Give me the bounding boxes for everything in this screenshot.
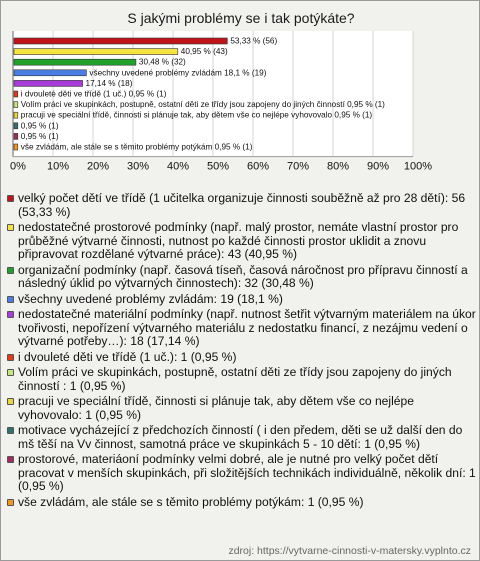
x-tick-label: 70%: [286, 160, 310, 173]
legend-item: [6, 496, 476, 510]
bar-label: 40,95 % (43): [180, 47, 228, 57]
legend-swatch: [7, 427, 14, 434]
legend-label: prostorové, materiáoní podmínky velmi dobré, ale je nutné pro velký počet dětí pracovat v menších skupinkách, při složitějších technikách individuálně, několik dní: 1 (0,95 %): [18, 452, 476, 493]
legend-label: všechny uvedené problémy zvládám: 19 (18,1 %): [18, 291, 283, 306]
x-tick-label: 50%: [206, 160, 230, 173]
bar-label: 17,14 % (18): [85, 78, 133, 88]
bar-label: Volím práci ve skupinkách, postupně, ostatní děti ze třídy jsou zapojeny do jiných činností 0,95 % (1): [20, 100, 385, 110]
bar-label: všechny uvedené problémy zvládám 18,1 % (19): [89, 68, 267, 78]
chart-legend: [6, 192, 476, 511]
bar: [14, 123, 18, 129]
bar: [14, 38, 227, 44]
bar-label: 30,48 % (32): [138, 57, 186, 67]
chart-title: S jakými problémy se i tak potýkáte?: [127, 10, 355, 26]
bar: [14, 112, 18, 118]
bar-label: i dvouleté děti ve třídě (1 uč.) 0,95 % (1): [20, 89, 167, 99]
legend-swatch: [7, 267, 14, 274]
bar: [14, 133, 18, 139]
legend-item: [6, 221, 476, 262]
bar: [14, 91, 18, 97]
bar-label: 0,95 % (1): [20, 131, 59, 141]
x-tick-label: 100%: [403, 160, 433, 173]
legend-item: [6, 264, 476, 291]
legend-label: i dvouleté děti ve třídě (1 uč.): 1 (0,95 %): [18, 349, 237, 364]
legend-label: vše zvládám, ale stále se s těmito problémy potýkám: 1 (0,95 %): [18, 494, 364, 509]
x-tick-label: 90%: [366, 160, 390, 173]
bar: [14, 49, 178, 55]
legend-swatch: [7, 354, 14, 361]
legend-label: pracuji ve speciální třídě, činnosti si plánuje tak, aby dětem vše co nejlépe vyhovovalo: 1 (0,95 %): [18, 394, 414, 422]
legend-swatch: [7, 398, 14, 405]
legend-swatch: [7, 296, 14, 303]
x-tick-label: 40%: [166, 160, 190, 173]
legend-item: [6, 308, 476, 349]
bar-label: 53,33 % (56): [230, 36, 278, 46]
x-tick-label: 0%: [10, 160, 26, 173]
legend-label: Volím práci ve skupinkách, postupně, ostatní děti ze třídy jsou zapojeny do jiných činností : 1 (0,95 %): [18, 365, 452, 393]
legend-swatch: [7, 224, 14, 231]
legend-label: velký počet dětí ve třídě (1 učitelka organizuje činnosti souběžně až pro 28 dětí): 56 (53,33 %): [18, 191, 466, 219]
legend-swatch: [7, 311, 14, 318]
bar: [14, 144, 18, 150]
bar: [14, 80, 83, 86]
bar: [14, 59, 136, 65]
legend-item: [6, 351, 476, 365]
legend-swatch: [7, 499, 14, 506]
bar: [14, 70, 86, 76]
legend-label: nedostatečné prostorové podmínky (např. malý prostor, nemáte vlastní prostor pro průběžné výtvarné činnosti, nutnost po každé činnosti prostor uklidit a znovu připravovat rozdělané výtvarné práce): 43 (40,95 %): [18, 220, 459, 261]
legend-label: nedostatečné materiální podmínky (např. nutnost šetřit výtvarným materiálem na úkor tvořivosti, nepořízení výtvarného materiálu z nedostatku financí, z nezájmu vedení o výtvarné potřeby…): 18 (17,14 %): [18, 307, 476, 348]
bar-label: vše zvládám, ale stále se s těmito problémy potýkám 0,95 % (1): [20, 142, 253, 152]
legend-swatch: [7, 456, 14, 463]
x-tick-label: 30%: [126, 160, 150, 173]
legend-item: [6, 453, 476, 494]
legend-item: [6, 192, 476, 219]
legend-item: [6, 293, 476, 307]
legend-item: [6, 366, 476, 393]
legend-swatch: [7, 195, 14, 202]
bar-label: pracuji ve speciální třídě, činnosti si plánuje tak, aby dětem vše co nejlépe vyhovovalo 0,95 % (1): [20, 110, 373, 120]
legend-item: [6, 395, 476, 422]
legend-label: organizační podmínky (např. časová tíseň, časová náročnost pro přípravu činností a následný úklid po výtvarných činnostech): 32 (30,48 %): [18, 262, 468, 290]
source-note: zdroj: https://vytvarne-cinnosti-v-matersky.vyplnto.cz: [228, 545, 471, 557]
chart-plot: [1, 31, 480, 189]
bar: [14, 102, 18, 108]
x-tick-label: 60%: [246, 160, 270, 173]
legend-swatch: [7, 369, 14, 376]
x-tick-label: 80%: [326, 160, 350, 173]
x-tick-label: 20%: [86, 160, 110, 173]
legend-item: [6, 424, 476, 451]
x-tick-label: 10%: [46, 160, 70, 173]
legend-label: motivace vycházející z předchozích činností ( i den předem, děti se už další den do mš těší na Vv činnost, samotná práce ve skupinkách 5 - 10 dětí: 1 (0,95 %): [18, 423, 463, 451]
bar-label: 0,95 % (1): [20, 121, 59, 131]
